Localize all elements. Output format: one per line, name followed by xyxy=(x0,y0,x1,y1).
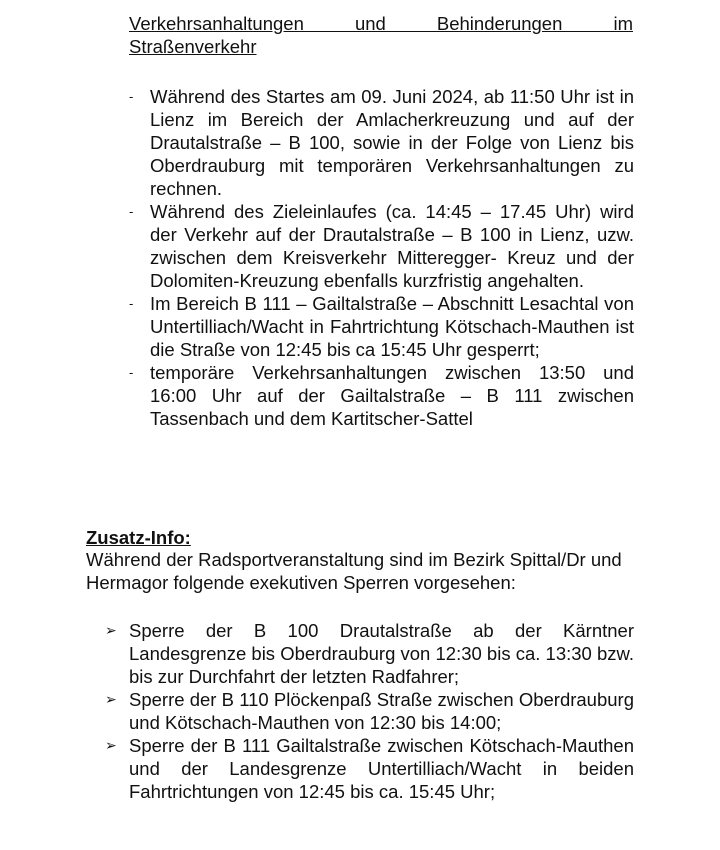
list-item-text: Sperre der B 110 Plöckenpaß Straße zwischen Oberdrauburg und Kötschach-Mauthen von 12:30 bis 14:00; xyxy=(129,689,634,733)
list-item xyxy=(105,688,634,734)
section-heading xyxy=(129,12,633,58)
list-item-text: Während des Startes am 09. Juni 2024, ab 11:50 Uhr ist in Lienz im Bereich der Amlacherkreuzung und auf der Drautalstraße – B 100, sowie in der Folge von Lienz bis Oberdrauburg mit temporären Verkehrsanhaltungen zu rechnen. xyxy=(150,86,634,199)
list-item-text: temporäre Verkehrsanhaltungen zwischen 13:50 und 16:00 Uhr auf der Gailtalstraße – B 111 zwischen Tassenbach und dem Kartitscher-Sattel xyxy=(150,362,634,429)
zusatz-info-title: Zusatz-Info: xyxy=(86,527,191,548)
arrow-bullet-icon: ➢ xyxy=(105,737,117,753)
list-item xyxy=(129,200,634,292)
arrow-bullet-icon: ➢ xyxy=(105,622,117,638)
section-heading-line-1: Verkehrsanhaltungen und Behinderungen im xyxy=(129,13,633,34)
list-item-text: Sperre der B 100 Drautalstraße ab der Kärntner Landesgrenze bis Oberdrauburg von 12:30 bis ca. 13:30 bzw. bis zur Durchfahrt der letzten Radfahrer; xyxy=(129,620,634,687)
list-item xyxy=(129,292,634,361)
dash-bullet: - xyxy=(129,89,134,104)
zusatz-info-text: Während der Radsportveranstaltung sind im Bezirk Spittal/Dr und Hermagor folgende exekutiven Sperren vorgesehen: xyxy=(86,549,622,593)
list-item-text: Im Bereich B 111 – Gailtalstraße – Abschnitt Lesachtal von Untertilliach/Wacht in Fahrtrichtung Kötschach-Mauthen ist die Straße von 12:45 bis ca 15:45 Uhr gesperrt; xyxy=(150,293,634,360)
list-item xyxy=(129,361,634,430)
dash-bullet: - xyxy=(129,204,134,219)
list-item xyxy=(105,619,634,688)
list-item xyxy=(105,734,634,803)
list-item xyxy=(129,85,634,200)
section-heading-line-2: Straßenverkehr xyxy=(129,36,257,57)
dash-bullet: - xyxy=(129,365,134,380)
arrow-bullet-icon: ➢ xyxy=(105,691,117,707)
list-item-text: Während des Zieleinlaufes (ca. 14:45 – 17.45 Uhr) wird der Verkehr auf der Drautalstraße – B 100 in Lienz, uzw. zwischen dem Kreisverkehr Mitteregger- Kreuz und der Dolomiten-Kreuzung ebenfalls kurzfristig angehalten. xyxy=(150,201,634,291)
traffic-restrictions-list xyxy=(129,85,634,430)
dash-bullet: - xyxy=(129,296,134,311)
list-item-text: Sperre der B 111 Gailtalstraße zwischen Kötschach-Mauthen und der Landesgrenze Untertilliach/Wacht in beiden Fahrtrichtungen von 12:45 bis ca. 15:45 Uhr; xyxy=(129,735,634,802)
road-closures-list xyxy=(105,619,634,803)
